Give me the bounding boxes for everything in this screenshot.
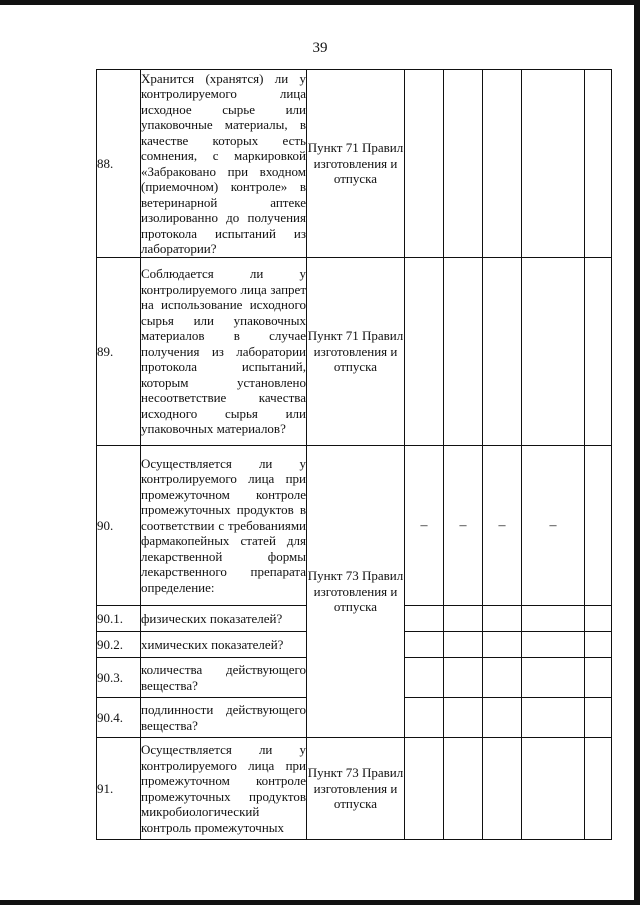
scan-border-right [634, 0, 640, 905]
answer-cell[interactable] [522, 658, 585, 698]
answer-cell[interactable] [405, 658, 444, 698]
row-number: 90.2. [97, 632, 141, 658]
checklist-table [96, 69, 612, 840]
row-number: 88. [97, 70, 141, 258]
comment-cell[interactable] [585, 738, 612, 840]
comment-cell[interactable] [585, 258, 612, 446]
answer-cell[interactable] [483, 632, 522, 658]
answer-cell[interactable] [522, 258, 585, 446]
comment-cell[interactable] [585, 632, 612, 658]
row-number: 90.3. [97, 658, 141, 698]
answer-cell[interactable] [522, 632, 585, 658]
table-row [97, 70, 612, 258]
row-number: 89. [97, 258, 141, 446]
table-row [97, 738, 612, 840]
row-number: 90.1. [97, 606, 141, 632]
answer-cell[interactable] [522, 738, 585, 840]
scan-border-bottom [0, 900, 640, 905]
question-text: Соблюдается ли у контролируемого лица запрет на использование исходного сырья или упаковочных материалов в случае получения из лаборатории протокола испытаний, которым установлено несоответствие качества исходного сырья или упаковочных материалов? [141, 258, 307, 446]
answer-cell[interactable] [483, 258, 522, 446]
question-text: подлинности действующего вещества? [141, 698, 307, 738]
question-text: физических показателей? [141, 606, 307, 632]
answer-cell[interactable] [444, 258, 483, 446]
answer-cell[interactable] [405, 258, 444, 446]
question-text: Осуществляется ли у контролируемого лица при промежуточном контроле промежуточных продуктов микробиологический контроль промежуточных [141, 738, 307, 840]
answer-cell[interactable] [444, 70, 483, 258]
question-text: химических показателей? [141, 632, 307, 658]
answer-cell[interactable] [444, 606, 483, 632]
answer-cell[interactable] [405, 70, 444, 258]
answer-cell[interactable] [444, 632, 483, 658]
comment-cell[interactable] [585, 70, 612, 258]
row-number: 91. [97, 738, 141, 840]
answer-cell[interactable] [444, 738, 483, 840]
table-row [97, 258, 612, 446]
dash-mark: – [483, 446, 522, 606]
table-row [97, 446, 612, 606]
comment-cell[interactable] [585, 446, 612, 606]
row-number: 90.4. [97, 698, 141, 738]
answer-cell[interactable] [483, 70, 522, 258]
answer-cell[interactable] [522, 606, 585, 632]
legal-reference: Пункт 71 Правил изготовления и отпуска [307, 258, 405, 446]
page-number: 39 [312, 40, 328, 56]
dash-mark: – [405, 446, 444, 606]
row-number: 90. [97, 446, 141, 606]
comment-cell[interactable] [585, 658, 612, 698]
answer-cell[interactable] [405, 698, 444, 738]
answer-cell[interactable] [483, 606, 522, 632]
question-text: Хранится (хранятся) ли у контролируемого лица исходное сырье или упаковочные материалы, в качестве которых есть сомнения, с маркировкой «Забраковано при входном (приемочном) контроле» в ветеринарной аптеке изолированно до получения протокола испытаний из лаборатории? [141, 70, 306, 256]
dash-mark: – [522, 446, 585, 606]
answer-cell[interactable] [483, 698, 522, 738]
question-text: Осуществляется ли у контролируемого лица при промежуточном контроле промежуточных продуктов в соответствии с требованиями фармакопейных статей для лекарственной формы лекарственного препарата определение: [141, 446, 307, 606]
answer-cell[interactable] [405, 738, 444, 840]
answer-cell[interactable] [405, 632, 444, 658]
comment-cell[interactable] [585, 698, 612, 738]
dash-mark: – [444, 446, 483, 606]
scan-border-top [0, 0, 640, 5]
answer-cell[interactable] [444, 698, 483, 738]
answer-cell[interactable] [522, 698, 585, 738]
legal-reference: Пункт 71 Правил изготовления и отпуска [307, 70, 405, 258]
question-text: количества действующего вещества? [141, 658, 307, 698]
legal-reference: Пункт 73 Правил изготовления и отпуска [307, 446, 405, 738]
answer-cell[interactable] [483, 658, 522, 698]
answer-cell[interactable] [444, 658, 483, 698]
answer-cell[interactable] [405, 606, 444, 632]
comment-cell[interactable] [585, 606, 612, 632]
legal-reference: Пункт 73 Правил изготовления и отпуска [307, 738, 405, 840]
answer-cell[interactable] [483, 738, 522, 840]
answer-cell[interactable] [522, 70, 585, 258]
